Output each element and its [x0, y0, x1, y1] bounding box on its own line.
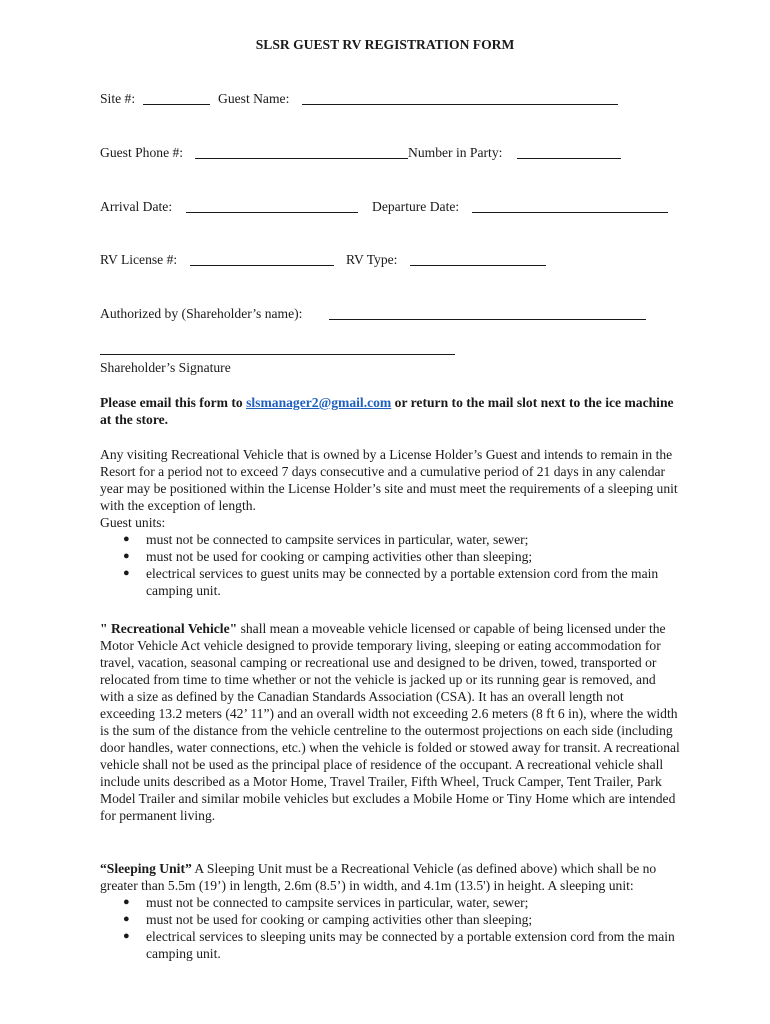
rv-license-label: RV License #:	[100, 252, 178, 267]
bullet-icon: ●	[123, 913, 130, 925]
list-item: ● must not be used for cooking or camping activities other than sleeping;	[123, 549, 533, 564]
site-label: Site #:	[100, 91, 136, 106]
number-in-party-field[interactable]	[517, 158, 621, 159]
list-item: ● must not be connected to campsite services in particular, water, sewer;	[123, 895, 529, 910]
rv-definition-body: shall mean a moveable vehicle licensed or capable of being licensed under the Motor Vehicle Act vehicle designed to provide temporary living, sleeping or eating accommodation for travel, vacation, seasonal camping or recreational use and designed to be driven, towed, transported or relocated from time to time whether or not the vehicle is jacked up or its running gear is removed, and with a size as defined by the Canadian Standards Association (CSA). It has an overall length not exceeding 13.2 meters (42’ 11”) and an overall width not exceeding 2.6 meters (8 ft 6 in), where the width is the sum of the distance from the vehicle centreline to the outermost projections on each side (including door handles, water connections, etc.) when the vehicle is folded or stowed away for transit. A recreational vehicle shall not be used as the principal place of residence of the occupant. A recreational vehicle shall include units described as a Motor Home, Travel Trailer, Fifth Wheel, Truck Camper, Tent Trailer, Park Model Trailer and similar mobile vehicles but excludes a Mobile Home or Tiny Home which are intended for permanent living.	[100, 621, 680, 823]
bullet-icon: ●	[123, 896, 130, 908]
bullet-icon: ●	[123, 930, 130, 942]
sleeping-units-list	[100, 894, 680, 962]
sleeping-unit-body: A Sleeping Unit must be a Recreational Vehicle (as defined above) which shall be no greater than 5.5m (19’) in length, 2.6m (8.5’) in width, and 4.1m (13.5') in height. A sleeping unit:	[100, 861, 657, 893]
guest-units-list	[100, 531, 680, 599]
bullet-icon: ●	[123, 550, 130, 562]
rv-type-field[interactable]	[410, 265, 546, 266]
arrival-date-field[interactable]	[186, 212, 358, 213]
guest-phone-label: Guest Phone #:	[100, 145, 184, 160]
rv-definition-term: " Recreational Vehicle"	[100, 621, 238, 636]
rv-definition	[100, 620, 680, 824]
bullet-icon: ●	[123, 533, 130, 545]
departure-date-field[interactable]	[472, 212, 668, 213]
guest-phone-field[interactable]	[195, 158, 408, 159]
rv-license-field[interactable]	[190, 265, 334, 266]
policy-intro-text: Any visiting Recreational Vehicle that is owned by a License Holder’s Guest and intends to remain in the Resort for a period not to exceed 7 days consecutive and a cumulative period of 21 days in any calendar year may be positioned within the License Holder’s site and must meet the requirements of a sleeping unit with the exception of length.	[100, 447, 678, 513]
instructions-prefix: Please email this form to	[100, 395, 247, 410]
sleeping-unit-definition	[100, 860, 680, 962]
instructions-suffix: or return to the mail slot next to the ice machine at the store.	[100, 395, 674, 427]
email-instructions	[100, 394, 680, 428]
guest-name-label: Guest Name:	[218, 91, 290, 106]
list-item: ● electrical services to sleeping units may be connected by a portable extension cord from the main camping unit.	[123, 929, 675, 961]
policy-intro	[100, 446, 680, 599]
guest-name-field[interactable]	[302, 104, 618, 105]
arrival-date-label: Arrival Date:	[100, 199, 173, 214]
guest-units-heading: Guest units:	[100, 515, 166, 530]
sleeping-unit-term: “Sleeping Unit”	[100, 861, 192, 876]
rv-type-label: RV Type:	[346, 252, 398, 267]
email-link[interactable]: slsmanager2@gmail.com	[246, 395, 392, 410]
list-item: ● must not be connected to campsite services in particular, water, sewer;	[123, 532, 529, 547]
bullet-icon: ●	[123, 567, 130, 579]
authorized-by-label: Authorized by (Shareholder’s name):	[100, 306, 303, 321]
list-item: ● electrical services to guest units may be connected by a portable extension cord from the main camping unit.	[123, 566, 659, 598]
site-field[interactable]	[143, 104, 210, 105]
number-in-party-label: Number in Party:	[408, 145, 503, 160]
form-title: SLSR GUEST RV REGISTRATION FORM	[255, 37, 515, 52]
list-item: ● must not be used for cooking or camping activities other than sleeping;	[123, 912, 533, 927]
signature-label: Shareholder’s Signature	[100, 360, 231, 375]
authorized-by-field[interactable]	[329, 319, 646, 320]
signature-field[interactable]	[100, 354, 455, 355]
departure-date-label: Departure Date:	[372, 199, 460, 214]
